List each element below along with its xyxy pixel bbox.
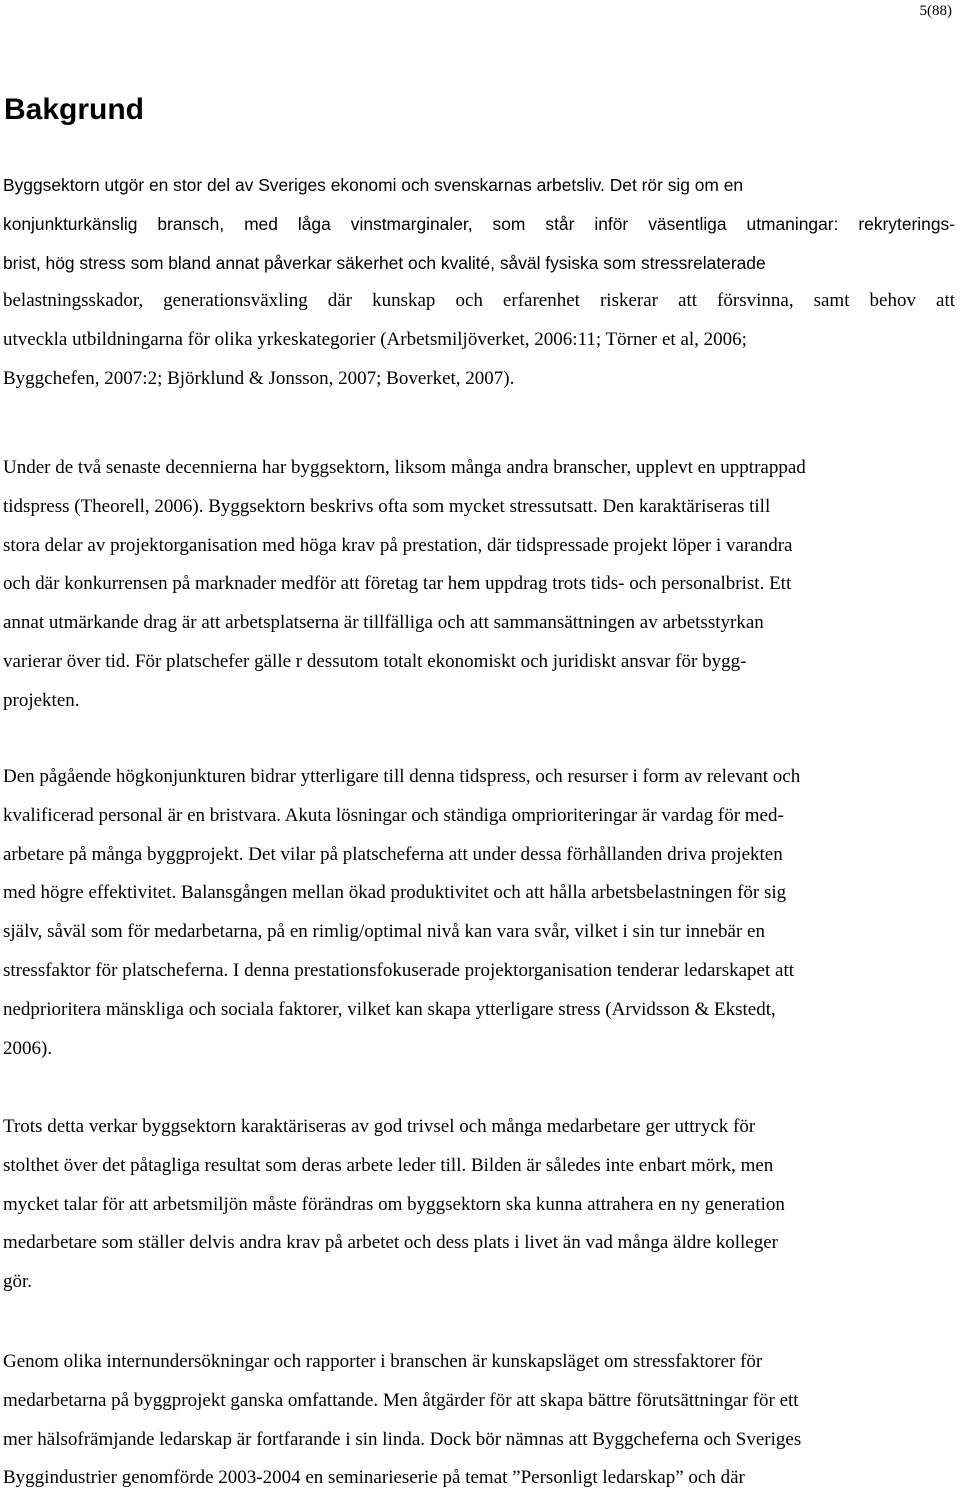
paragraph-line: gör. xyxy=(3,1271,33,1293)
paragraph-line: varierar över tid. För platschefer gälle r dessutom totalt ekonomiskt och juridiskt ansvar för bygg- xyxy=(3,650,747,672)
paragraph-line: 2006). xyxy=(3,1037,53,1059)
paragraph-line: arbetare på många byggprojekt. Det vilar på platscheferna att under dessa förhållanden driva projekten xyxy=(3,843,783,865)
paragraph-line: Under de två senaste decennierna har byggsektorn, liksom många andra branscher, upplevt en upptrappad xyxy=(3,457,806,478)
paragraph-line: stressfaktor för platscheferna. I denna prestationsfokuserade projektorganisation tenderar ledarskapet att xyxy=(3,959,795,981)
paragraph-line: nedprioritera mänskliga och sociala faktorer, vilket kan skapa ytterligare stress (Arvidsson & Ekstedt, xyxy=(3,998,776,1020)
paragraph-line: projekten. xyxy=(3,689,80,711)
paragraph-time-pressure xyxy=(3,449,955,721)
paragraph-line: belastningsskador, generationsväxling där kunskap och erfarenhet riskerar att försvinna, samt behov att xyxy=(3,290,955,312)
section-heading: Bakgrund xyxy=(4,93,145,126)
paragraph-line: tidspress (Theorell, 2006). Byggsektorn beskrivs ofta som mycket stressutsatt. Den karaktäriseras till xyxy=(3,495,771,517)
paragraph-line: utveckla utbildningarna för olika yrkeskategorier (Arbetsmiljöverket, 2006:11; Törner et al, 2006; xyxy=(3,329,747,351)
paragraph-line: Genom olika internundersökningar och rapporter i branschen är kunskapsläget om stressfaktorer för xyxy=(3,1351,763,1372)
paragraph-line: brist, hög stress som bland annat påverkar säkerhet och kvalité, såväl fysiska som stressrelaterade xyxy=(3,252,766,273)
paragraph-intro xyxy=(3,166,955,399)
paragraph-line: med högre effektivitet. Balansgången mellan ökad produktivitet och att hålla arbetsbelastningen för sig xyxy=(3,882,787,904)
paragraph-line: Byggindustrier genomförde 2003-2004 en seminarieserie på temat ”Personligt ledarskap” och där xyxy=(3,1467,745,1489)
paragraph-line: själv, såväl som för medarbetarna, på en rimlig/optimal nivå kan vara svår, vilket i sin tur innebär en xyxy=(3,921,765,943)
paragraph-line: Byggsektorn utgör en stor del av Sveriges ekonomi och svenskarnas arbetsliv. Det rör sig om en xyxy=(3,175,744,195)
paragraph-line: Den pågående högkonjunkturen bidrar ytterligare till denna tidspress, och resurser i form av relevant och xyxy=(3,766,801,787)
paragraph-line: och där konkurrensen på marknader medför att företag tar hem uppdrag trots tids- och personalbrist. Ett xyxy=(3,573,792,595)
paragraph-line: Byggchefen, 2007:2; Björklund & Jonsson, 2007; Boverket, 2007). xyxy=(3,367,515,389)
paragraph-line: annat utmärkande drag är att arbetsplatserna är tillfälliga och att sammansättningen av arbetsstyrkan xyxy=(3,612,764,634)
paragraph-line: Trots detta verkar byggsektorn karaktäriseras av god trivsel och många medarbetare ger uttryck för xyxy=(3,1116,756,1137)
paragraph-line: stolthet över det påtagliga resultat som deras arbete leder till. Bilden är således inte enbart mörk, men xyxy=(3,1154,774,1176)
paragraph-line: konjunkturkänslig bransch, med låga vinstmarginaler, som står inför väsentliga utmaningar: rekryterings- xyxy=(3,213,955,234)
page-number: 5(88) xyxy=(919,3,952,19)
paragraph-line: kvalificerad personal är en bristvara. Akuta lösningar och ständiga omprioriteringar är vardag för med- xyxy=(3,804,784,826)
paragraph-line: mer hälsofrämjande ledarskap är fortfarande i sin linda. Dock bör nämnas att Byggcheferna och Sveriges xyxy=(3,1428,802,1450)
paragraph-knowledge xyxy=(3,1343,955,1498)
paragraph-line: stora delar av projektorganisation med höga krav på prestation, där tidspressade projekt löper i varandra xyxy=(3,534,793,556)
paragraph-line: mycket talar för att arbetsmiljön måste förändras om byggsektorn ska kunna attrahera en ny generation xyxy=(3,1193,785,1215)
paragraph-wellbeing xyxy=(3,1108,955,1302)
paragraph-line: medarbetare som ställer delvis andra krav på arbetet och dess plats i livet än vad många äldre kolleger xyxy=(3,1232,779,1254)
paragraph-line: medarbetarna på byggprojekt ganska omfattande. Men åtgärder för att skapa bättre förutsättningar för ett xyxy=(3,1389,799,1411)
paragraph-boom xyxy=(3,758,955,1068)
